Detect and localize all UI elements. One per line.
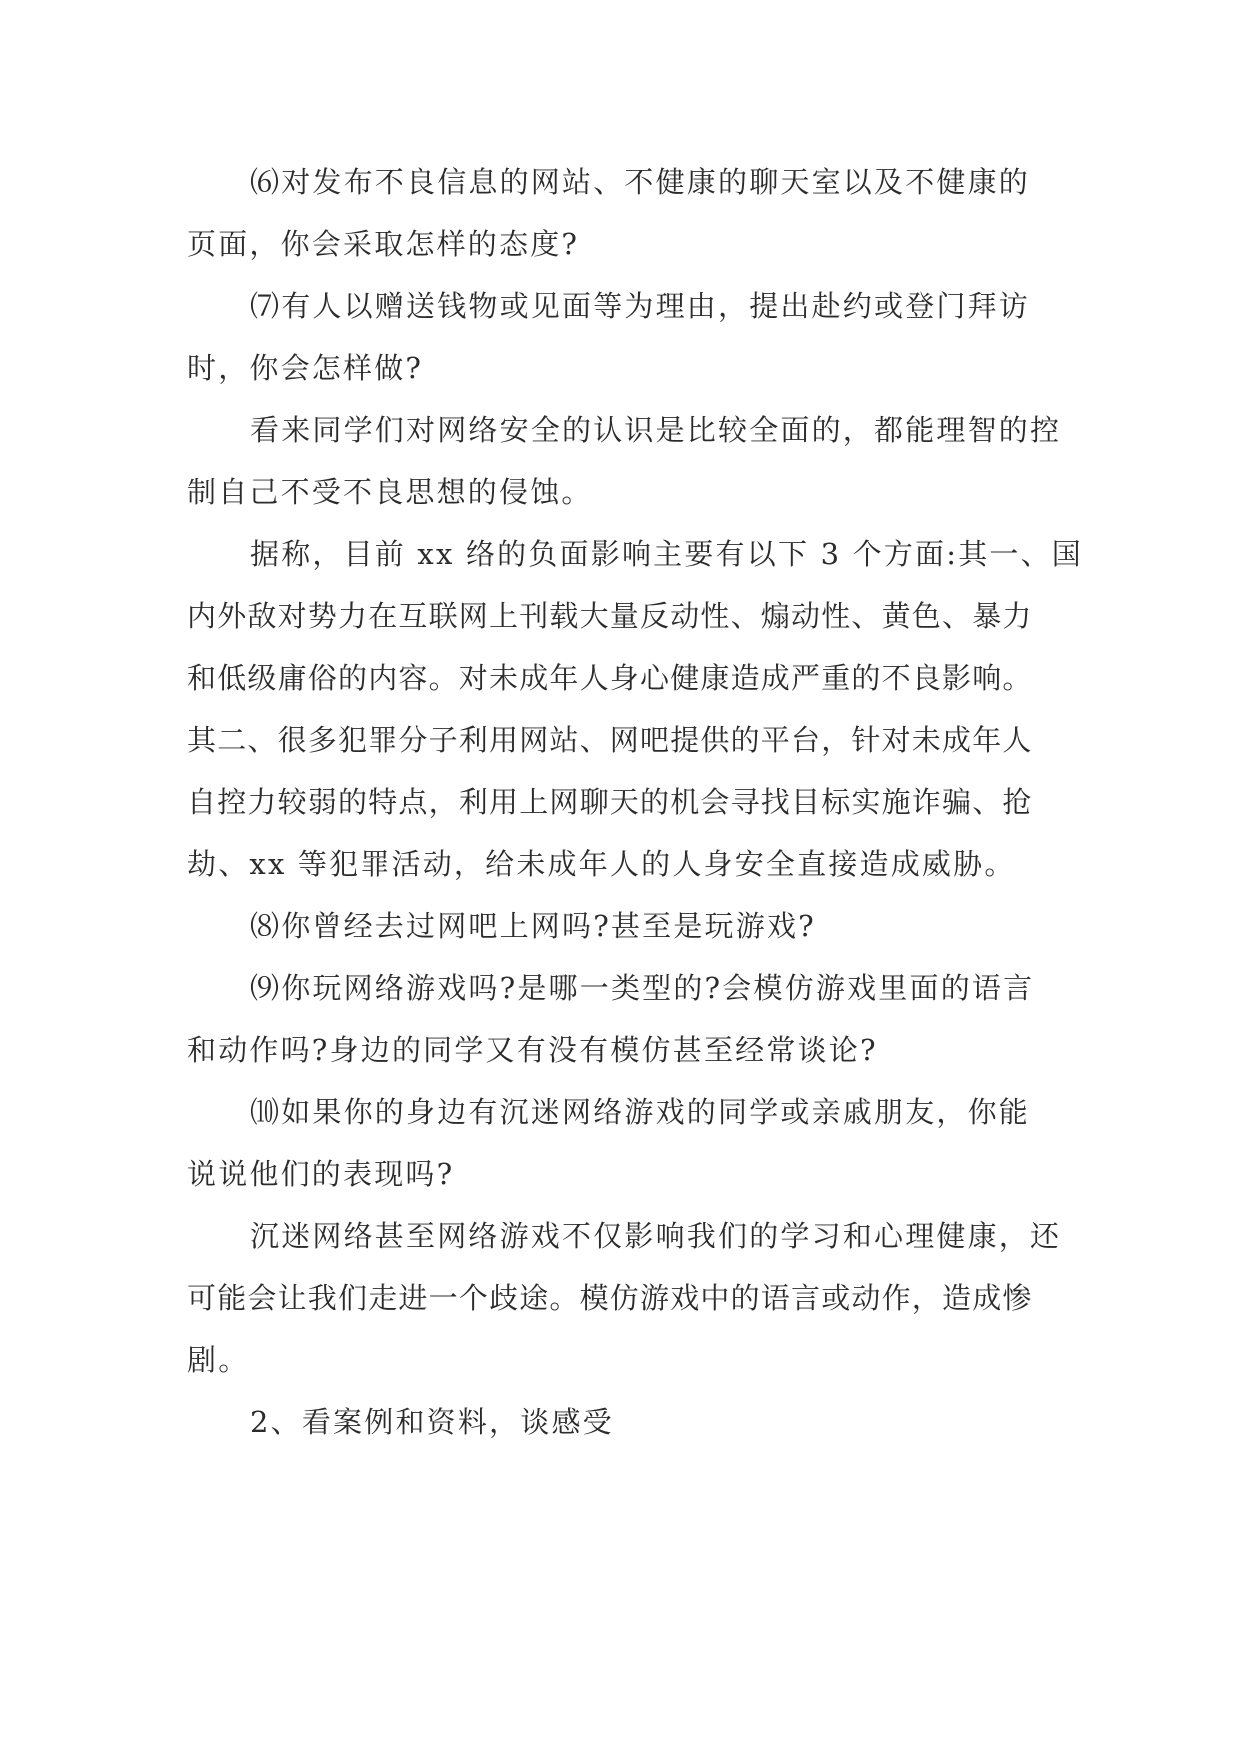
negative-effects-line-6: 劫、xx 等犯罪活动，给未成年人的人身安全直接造成威胁。: [187, 847, 1016, 881]
negative-effects-line-4: 其二、很多犯罪分子利用网站、网吧提供的平台，针对未成年人: [187, 723, 1033, 757]
question-9-line-2: 和动作吗?身边的同学又有没有模仿甚至经常谈论?: [187, 1033, 878, 1067]
negative-effects-line-2: 内外敌对势力在互联网上刊载大量反动性、煽动性、黄色、暴力: [187, 599, 1033, 633]
question-6-line-2: 页面，你会采取怎样的态度?: [187, 227, 580, 261]
negative-effects-line-1: 据称，目前 xx 络的负面影响主要有以下 3 个方面:其一、国: [250, 537, 1084, 571]
question-10-line-1: ⑽如果你的身边有沉迷网络游戏的同学或亲戚朋友，你能: [250, 1095, 1031, 1129]
negative-effects-line-5: 自控力较弱的特点，利用上网聊天的机会寻找目标实施诈骗、抢: [187, 785, 1033, 819]
question-10-line-2: 说说他们的表现吗?: [187, 1157, 455, 1191]
negative-effects-line-3: 和低级庸俗的内容。对未成年人身心健康造成严重的不良影响。: [187, 661, 1033, 695]
section-heading-2: 2、看案例和资料，谈感受: [250, 1405, 614, 1439]
summary-paragraph-line-1: 看来同学们对网络安全的认识是比较全面的，都能理智的控: [250, 413, 1062, 447]
question-8-line: ⑻你曾经去过网吧上网吗?甚至是玩游戏?: [250, 909, 816, 943]
question-9-line-1: ⑼你玩网络游戏吗?是哪一类型的?会模仿游戏里面的语言: [250, 971, 1035, 1005]
conclusion-line-1: 沉迷网络甚至网络游戏不仅影响我们的学习和心理健康，还: [250, 1219, 1062, 1253]
summary-paragraph-line-2: 制自己不受不良思想的侵蚀。: [187, 475, 593, 509]
question-7-line-1: ⑺有人以赠送钱物或见面等为理由，提出赴约或登门拜访: [250, 289, 1031, 323]
question-7-line-2: 时，你会怎样做?: [187, 351, 424, 385]
question-6-line-1: ⑹对发布不良信息的网站、不健康的聊天室以及不健康的: [250, 165, 1031, 199]
conclusion-line-2: 可能会让我们走进一个歧途。模仿游戏中的语言或动作，造成惨: [187, 1281, 1033, 1315]
conclusion-line-3: 剧。: [187, 1343, 250, 1377]
